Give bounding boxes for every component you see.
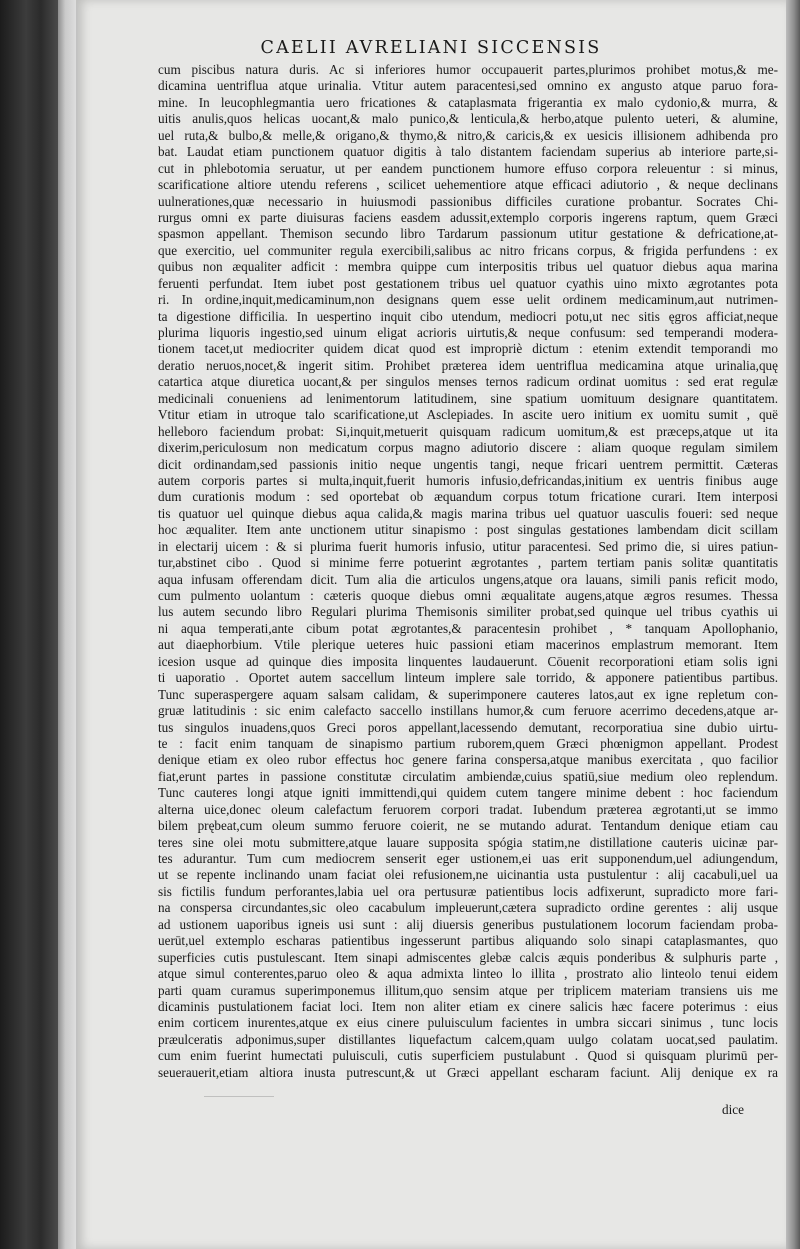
pencil-annotation-mark — [204, 1082, 274, 1097]
text-line: na conspersa circundantes,sic oleo cacabulum impleuerunt,cætera supradicto ordine gerentes : alij usque — [158, 900, 778, 916]
text-line: dicamina uentriflua atque urinalia. Vtitur autem paracentesi,sed omnino ex angusto atque paruo fora- — [158, 78, 778, 94]
text-line: Vtitur etiam in utroque talo scarificatione,ut Asclepiades. In ascite uero initium ex uomitu sumit , quë — [158, 407, 778, 423]
text-line: scarificatione altiore utendu referens , scilicet uehementiore atque efficaci adiutorio , & neque declinans — [158, 177, 778, 193]
text-line: que exercitio, uel communiter regula exercibili,salibus ac nitro fricans corpus, & frigida perfundens : ex — [158, 242, 778, 258]
page-gutter-edge — [58, 0, 76, 1249]
text-line: aqua infusam offerendam dicit. Tum alia die articulos ungens,atque ora lauans, simili panis reficit modo, — [158, 571, 778, 587]
running-head: CAELII AVRELIANI SICCENSIS — [260, 38, 602, 58]
text-line: ad ustionem uaporibus igneis usi sunt : alij diuersis generibus pustulationem locorum faciendam proba- — [158, 916, 778, 932]
text-line: hoc æqualiter. Item ante unctionem utitur sinapismo : post singulas gestationes lambendam dicit scillam — [158, 522, 778, 538]
text-line: icesion usque ad quinque dies imposita linquentes laudauerunt. Cōuenit recorporationi etiam solis igni — [158, 653, 778, 669]
text-line: Tunc cauteres longi atque igniti immittendi,qui quidem cutem tangere minime debent : hoc faciendum — [158, 785, 778, 801]
text-line: tis quatuor uel quinque diebus aqua calida,& magis marina tribus uel quatuor uasculis foueri: sed neque — [158, 505, 778, 521]
text-line: cum pulmento uolantum : cæteris quoque diebus omni æqualitate augens,atque ægros resumes. Thessa — [158, 588, 778, 603]
text-line: spasmon appellant. Themison secundo libro Tardarum passionum utitur gestatione & defricatione,at- — [158, 226, 778, 242]
text-line: bat. Laudat etiam punctionem quatuor digitis à talo distantem faciendam superius ab interiore parte,si- — [158, 144, 778, 160]
text-line: te : facit enim tanquam de sinapismo partium ruborem,quem Græci phœnigmon appellant. Prodest — [158, 735, 778, 751]
text-line: tur,abstinet cibo . Quod si minime ferre potuerint ægrotantes , partem tertiam panis solitæ quantitatis — [158, 555, 778, 571]
text-line: ni aqua temperati,ante cibum potat ægrotantes,& paracentesin prohibet , * tanquam Apollophanio, — [158, 620, 778, 636]
text-line: gruæ latitudinis : sic enim calefacto saccello instillans humor,& cum feruore acerrimo decedens,atque ar- — [158, 703, 778, 719]
page-fore-edge — [786, 0, 800, 1249]
text-line: cut in phlebotomia seruatur, ut per eandem punctionem humore effuso corpora releuentur : si minus, — [158, 160, 778, 176]
text-line: uerūt,uel extemplo escharas patientibus ingesserunt partibus aliquando solo sinapi cataplasmantes, quo — [158, 933, 778, 949]
text-line: dum curationis modum : sed oportebat ob æquandum corpus totum fricatione curari. Item interposi — [158, 489, 778, 505]
text-line: superficies cutis pustulescant. Item sinapi admiscentes glebæ calcis æquis ponderibus & sulphuris parte , — [158, 949, 778, 965]
text-line: uitis anulis,quos helicas uocant,& malo punico,& lenticula,& herbo,atque pulento ueteri, & alumine, — [158, 111, 778, 127]
text-line: cum enim fuerint humectati puluisculi, cutis superficiem pustulabunt . Quod si quisquam plurimū per- — [158, 1048, 778, 1064]
text-line: præulceratis adponimus,super distillantes liquefactum calcem,quam uulgo colatam uocat,sed paulatim. — [158, 1031, 778, 1047]
book-binding-shadow — [0, 0, 58, 1249]
text-line: tes adurantur. Tum cum mediocrem senserit eger ustionem,ei uas erit supponendum,uel adiungendum, — [158, 851, 778, 866]
text-line: lus autem secundo libro Regulari plurima Themisonis similiter probat,sed quinque uel tribus cyathis ui — [158, 604, 778, 620]
text-line: medicinali conueniens ad lenimentorum latitudinem, sine spatium uomituum designare quantitatem. — [158, 390, 778, 406]
text-line: rurgus omni ex parte diuisuras faciens easdem adussit,extemplo corporis ingerens raptum, quem Græci — [158, 209, 778, 225]
text-line: plurima liquoris ingestio,sed uinum eligat acrioris uirtutis,& neque confusum: sed temperandi modera- — [158, 325, 778, 340]
text-line: catartica atque diuretica uocant,& per singulos menses ternos radicum ordinat uomitus : sed erat regulæ — [158, 374, 778, 390]
text-line: dicit ordinandam,sed passionis initio neque ungentis tangi, neque fricari uentrem permittit. Cæteras — [158, 456, 778, 472]
text-line: ti uaporatio . Oportet autem saccellum linteum implere sale torrido, & apponere patientibus partibus. — [158, 670, 778, 686]
text-line: uel ruta,& bulbo,& melle,& origano,& thymo,& nitro,& caricis,& ex uesicis illisionem adhibenda pro — [158, 127, 778, 143]
text-line: enim corticem inurentes,atque ex eius cinere puluisculum facientes in umbra siccari sinimus , tunc locis — [158, 1015, 778, 1031]
body-text — [158, 62, 778, 1081]
text-line: dicaminis pustulationem faciat loci. Item non aliter etiam ex cinere salicis hæc facere poterimus : eius — [158, 998, 778, 1014]
catchword: dice — [722, 1102, 744, 1117]
book-page — [76, 0, 786, 1249]
text-line: alterna uice,donec oleum calefactum feruorem corpori tradat. Iubendum præterea ægrotanti,ut se immo — [158, 801, 778, 817]
text-line: parti quam curamus superimponemus illitum,quo sensim atque per triplicem materiam transiens uis me — [158, 982, 778, 998]
text-line: ri. In ordine,inquit,medicaminum,non designans quem esse uelit ordinem medicaminum,aut nutrimen- — [158, 292, 778, 308]
text-line: feruenti perfundat. Item iubet post gestationem tribus uel quatuor cyathis uino mixto ægrotantes pota — [158, 275, 778, 291]
text-line: aut diaephorbium. Vtile plerique ueteres huic passioni etiam macerinos emplastrum memorant. Item — [158, 637, 778, 653]
text-line: deratio neruos,nocet,& ingerit sitim. Prohibet præterea idem uentriflua medicamina atque urinalia,quę — [158, 357, 778, 373]
text-line: ut se repente inclinando unam faciat olei refusionem,ne uicinantia usta pustulentur : alij cacabuli,uel ua — [158, 867, 778, 883]
text-line: sis fictilis fundum perforantes,labia uel ora pertusuræ patientibus locis adfixerunt, supradicto more fari- — [158, 883, 778, 899]
text-line: Tunc superaspergere aquam salsam calidam, & superimponere cauteres latos,aut ex igne repletum con- — [158, 686, 778, 702]
text-line: denique etiam ex oleo rubor effectus hoc genere farina conspersa,atque manibus exercitata , quo facilior — [158, 752, 778, 768]
text-line: autem corporis partes si multa,inquit,fuerit humoris infusio,defricandas,initium ex uentris finibus auge — [158, 472, 778, 488]
text-line: atque simul conterentes,paruo oleo & aqua admixta linteo lo illita , prostrato alio linteolo tenui eidem — [158, 966, 778, 982]
text-line: tus singulos inuadens,quos Greci poros appellant,lacessendo demutant, recorporatiua sine dubio uirtu- — [158, 719, 778, 735]
text-line: in electarij uicem : & si plurima fuerit humoris infusio, utitur paracentesi. Sed primo die, si uires patiun- — [158, 538, 778, 554]
text-line: dixerim,periculosum non medicatum corpus magno adiutorio discere : aliam quoque regulam similem — [158, 440, 778, 456]
text-line: bilem prębeat,cum oleum summo feruore coierit, ne se mutando adurat. Tentandum denique etiam cau — [158, 818, 778, 834]
text-line: fiat,erunt partes in passione constitutæ circulatim ambiendæ,cuius spatiū,siue medium oleo replendum. — [158, 768, 778, 784]
text-line: helleboro faciendum probat: Si,inquit,metuerit quisquam radicum uomitum,& est præceps,atque ut ita — [158, 423, 778, 439]
text-line: teres sine olei motu submittere,atque lauare supposita spógia statim,ne distillatione cauteris uicinæ par- — [158, 834, 778, 850]
text-line: seuerauerit,etiam altiora inusta putrescunt,& ut Græci appellant escharam faciunt. Alij denique ex ra — [158, 1064, 778, 1080]
text-line: tionem tacet,ut mediocriter quidem dicat quod est impropriè dictum : etenim extendit temporandi mo — [158, 341, 778, 357]
text-line: quibus non æqualiter adficit : membra quippe cum interpositis tribus uel quatuor diebus aqua marina — [158, 259, 778, 275]
text-line: mine. In leucophlegmantia uero fricationes & cataplasmata frigerantia ex malo cydonio,& murra, & — [158, 94, 778, 110]
text-line: uulnerationes,quæ necessario in huiusmodi passionibus difficiles curatione probantur. Socrates Chi- — [158, 193, 778, 209]
text-line: cum piscibus natura duris. Ac si inferiores humor occupauerit partes,plurimos prohibet motus,& me- — [158, 62, 778, 77]
text-line: ta digestione difficilia. In uespertino inquit cibo utendum, mediocri potu,ut nec sitis ęgros afficiat,neque — [158, 308, 778, 324]
